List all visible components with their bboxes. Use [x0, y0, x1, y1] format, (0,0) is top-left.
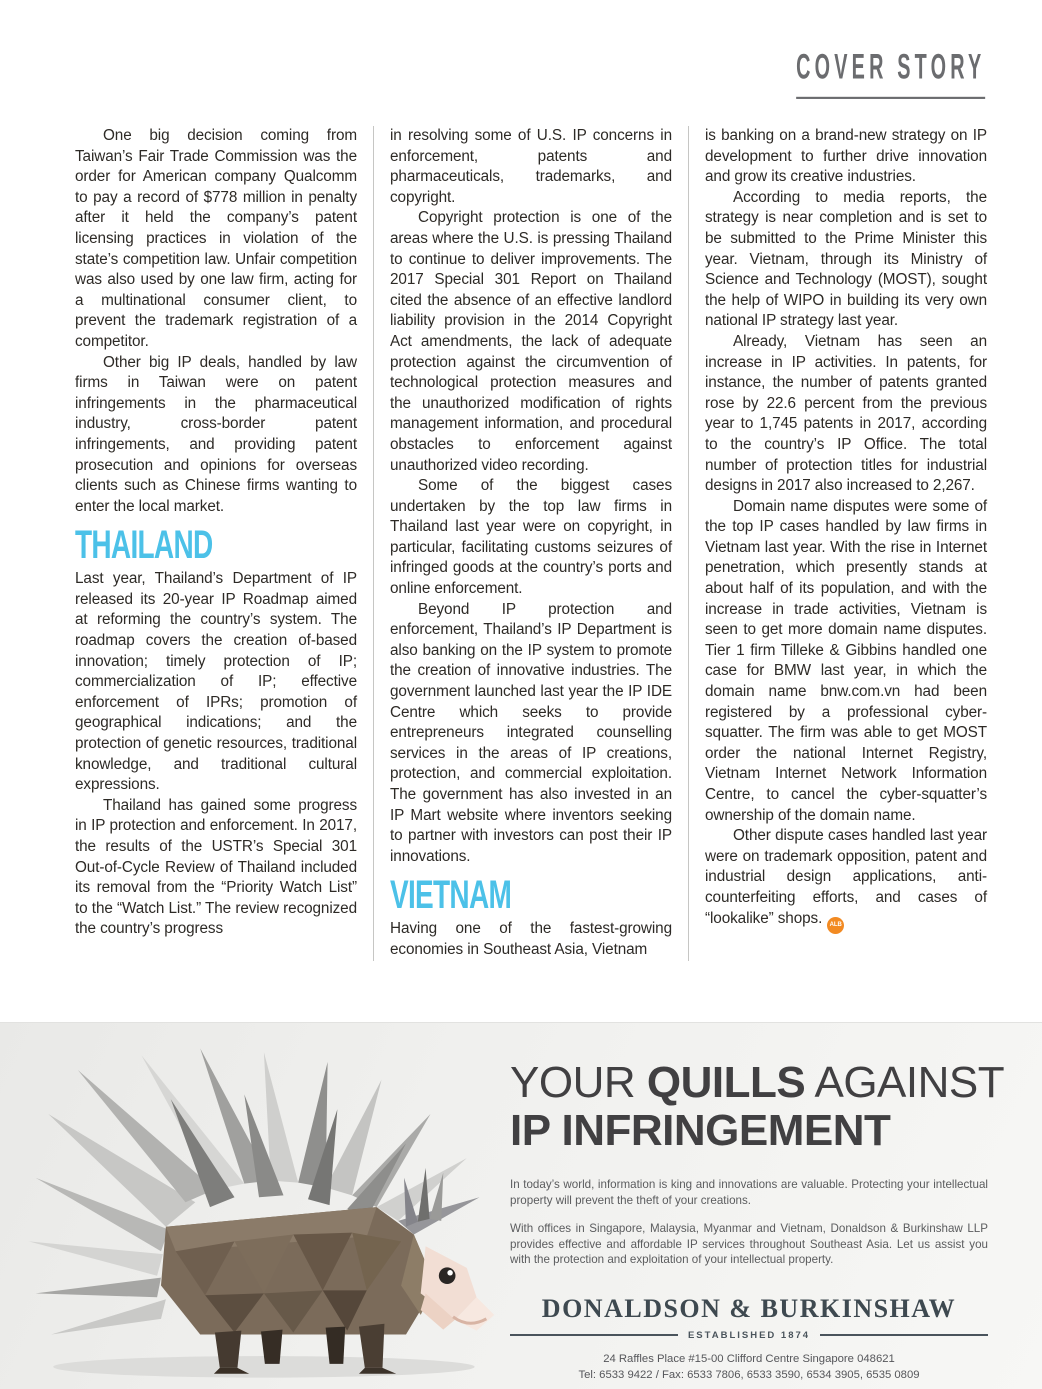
- paragraph: Already, Vietnam has seen an increase in IP activities. In patents, for instance, the number of patents granted rose by 22.6 percent from the previous year to 1,745 patents in 2017, according to the country’s IP Office. The total number of protection titles for industrial designs in 2017 also increased to 2,267.: [705, 332, 987, 495]
- paragraph: Copyright protection is one of the areas where the U.S. is pressing Thailand to continue to deliver improvements. The 2017 Special 301 Report on Thailand cited the absence of an effective landlord liability provision in the 2014 Copyright Act amendments, the lack of adequate protection against the circumvention of technological protection measures and the unauthorized modification of rights management information, and procedural obstacles to enforcement against unauthorized video recording.: [390, 209, 672, 474]
- paragraph: Some of the biggest cases undertaken by the top law firms in Thailand last year were on copyright, in particular, facilitating customs seizures of infringed goods at the country’s ports and online enforcement.: [390, 477, 672, 598]
- section-heading-thailand: THAILAND: [75, 523, 213, 568]
- advertisement: [0, 1022, 1042, 1389]
- ad-headline-part: AGAINST: [814, 1058, 1005, 1107]
- paragraph: [705, 826, 987, 933]
- paragraph: Other big IP deals, handled by law firms in Taiwan were on patent infringements in the pharmaceutical industry, cross-border patent infringements, and providing patent prosecution and opinions for overseas clients such as Chinese firms wanting to enter the local market.: [75, 353, 357, 515]
- advertiser-logo: [510, 1294, 988, 1384]
- paragraph: in resolving some of U.S. IP concerns in enforcement, patents and pharmaceuticals, trademarks, and copyright.: [390, 127, 672, 206]
- paragraph: Domain name disputes were some of the top IP cases handled by law firms in Vietnam last year. With the rise in Internet penetration, which presently stands at about half of its population, and with the increase in trade activities, Vietnam is seen to get more domain name disputes. Tier 1 firm Tilleke & Gibbins handled one case for BMW last year, in which the domain name bnw.com.vn had been registered by a professional cyber-squatter. The firm was able to get MOST order the national Internet Registry, Vietnam Internet Network Information Centre, to cancel the cyber-squatter’s ownership of the domain name.: [705, 497, 987, 824]
- ad-headline: [510, 1058, 1005, 1155]
- article-columns: [75, 126, 985, 961]
- ad-body-paragraph: With offices in Singapore, Malaysia, Myanmar and Vietnam, Donaldson & Burkinshaw LLP provides effective and affordable IP services throughout Southeast Asia. Let us assist you with the protection and exploitation of your intellectual property.: [510, 1222, 988, 1266]
- porcupine-illustration: [14, 1037, 504, 1387]
- paragraph: One big decision coming from Taiwan’s Fair Trade Commission was the order for American company Qualcomm to pay a record of $778 million in penalty after it held the company’s patent licensing practices in violation of the state’s competition law. Unfair competition was also used by one law firm, acting for a multinational consumer client, to prevent the trademark registration of a competitor.: [75, 127, 357, 350]
- ad-body: [510, 1177, 988, 1268]
- ad-content: [510, 1058, 1005, 1384]
- masthead: [670, 48, 985, 97]
- rule-line: [820, 1334, 988, 1336]
- article-column-2: [373, 126, 672, 961]
- ad-headline-line2: IP INFRINGEMENT: [510, 1106, 891, 1155]
- contact-line: Tel: 6533 9422 / Fax: 6533 7806, 6533 3590, 6534 3905, 6535 0809: [578, 1369, 920, 1381]
- ad-body-paragraph: In today’s world, information is king and innovations are valuable. Protecting your intellectual property will prevent the theft of your creations.: [510, 1178, 988, 1207]
- alb-end-mark-icon: ALB: [827, 917, 844, 934]
- advertiser-name: DONALDSON & BURKINSHAW: [541, 1293, 957, 1323]
- address-line: 24 Raffles Place #15-00 Clifford Centre Singapore 048621: [603, 1352, 895, 1365]
- paragraph: Thailand has gained some progress in IP protection and enforcement. In 2017, the results of the USTR’s Special 301 Out-of-Cycle Review of Thailand included its removal from the “Priority Watch List” to the “Watch List.” The review recognized the country’s progress: [75, 796, 357, 938]
- advertiser-address: [510, 1351, 988, 1384]
- paragraph: Beyond IP protection and enforcement, Thailand’s IP Department is also banking on the IP system to promote the creation of innovative industries. The government launched last year the IP IDE Centre which seeks to provide entrepreneurs integrated counselling services in the areas of IP creations, protection, and commercial exploitation. The government has also invested in an IP Mart website where inventors seeking to partner with investors can post their IP innovations.: [390, 600, 672, 865]
- article-column-3: [688, 126, 987, 961]
- established-row: [510, 1330, 988, 1341]
- article-column-1: [75, 126, 357, 961]
- section-heading-vietnam: VIETNAM: [390, 873, 512, 918]
- ad-headline-part: QUILLS: [646, 1058, 806, 1107]
- paragraph: Last year, Thailand’s Department of IP released its 20-year IP Roadmap aimed at reforming the country’s system. The roadmap covers the creation of-based innovation; timely protection of IP; commercialization of IP; effective enforcement of IPRs; promotion of geographical indications; and the protection of genetic resources, traditional knowledge, and traditional cultural expressions.: [75, 570, 357, 794]
- paragraph-text: Other dispute cases handled last year were on trademark opposition, patent and industrial design applications, anti-counterfeiting efforts, and cases of “lookalike” shops.: [705, 827, 987, 927]
- paragraph: Having one of the fastest-growing economies in Southeast Asia, Vietnam: [390, 920, 672, 958]
- paragraph: According to media reports, the strategy is near completion and is set to be submitted to the Prime Minister this year. Vietnam, through its Ministry of Science and Technology (MOST), sought the help of WIPO in building its very own national IP strategy last year.: [705, 188, 987, 330]
- ad-headline-part: YOUR: [510, 1058, 636, 1107]
- established-text: ESTABLISHED 1874: [687, 1329, 811, 1341]
- paragraph: is banking on a brand-new strategy on IP development to further drive innovation and grow its creative industries.: [705, 127, 987, 186]
- section-title: COVER STORY: [796, 46, 985, 99]
- rule-line: [510, 1334, 678, 1336]
